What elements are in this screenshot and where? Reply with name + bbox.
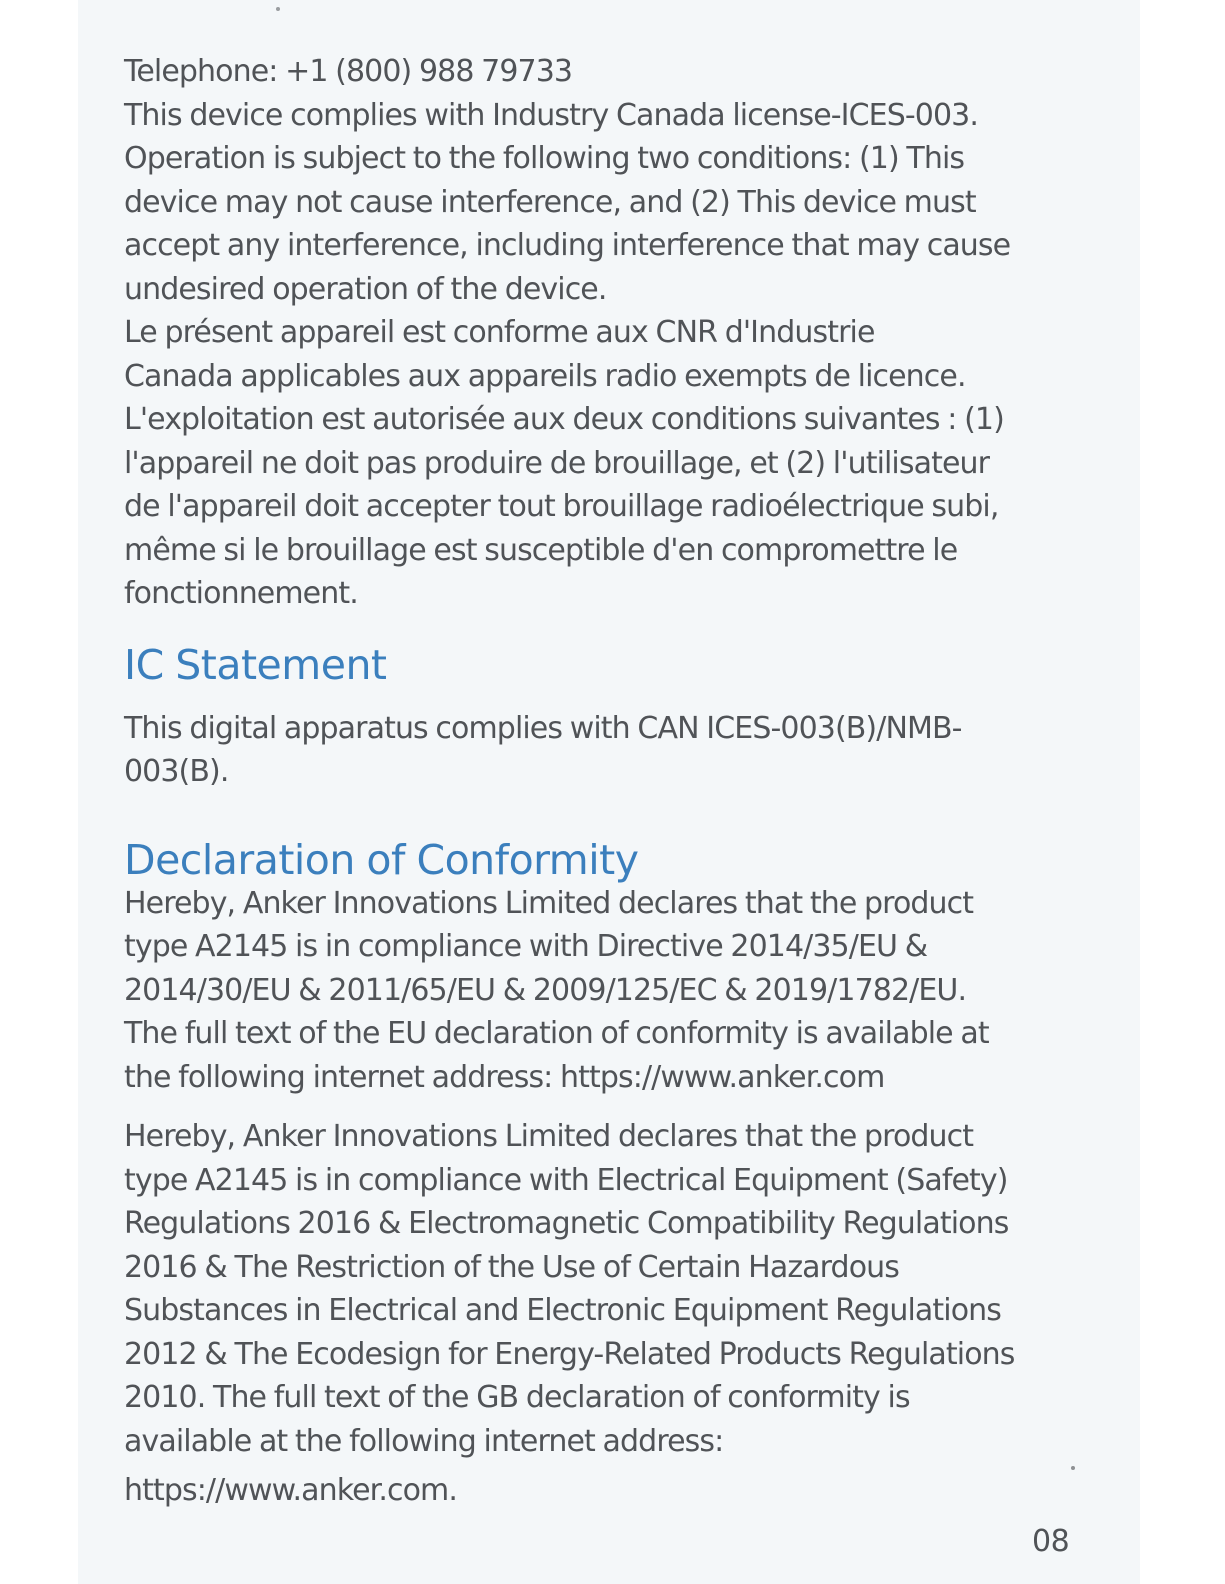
ic-statement-heading: IC Statement xyxy=(124,640,387,689)
gb-declaration-url-paragraph xyxy=(124,1469,1099,1513)
text-line: the following internet address: https://www.anker.com xyxy=(124,1059,885,1095)
text-line: 003(B). xyxy=(124,754,229,789)
text-line: de l'appareil doit accepter tout brouillage radioélectrique subi, xyxy=(124,489,999,524)
text-line: Substances in Electrical and Electronic Equipment Regulations xyxy=(124,1293,1002,1328)
ic-statement-text xyxy=(124,707,1099,794)
text-line: même si le brouillage est susceptible d'en compromettre le xyxy=(124,532,958,568)
page-content xyxy=(124,50,1099,1513)
text-line: undesired operation of the device. xyxy=(124,271,607,307)
text-line: Canada applicables aux appareils radio exempts de licence. xyxy=(124,358,966,394)
text-line: Operation is subject to the following two conditions: (1) This xyxy=(124,141,965,176)
text-line: 2012 & The Ecodesign for Energy-Related Products Regulations xyxy=(124,1336,1015,1372)
eu-declaration-text xyxy=(124,882,1099,1100)
text-line: l'appareil ne doit pas produire de brouillage, et (2) l'utilisateur xyxy=(124,445,990,481)
scan-speck xyxy=(276,7,280,11)
text-line: accept any interference, including interference that may cause xyxy=(124,228,1011,263)
telephone-line: Telephone: +1 (800) 988 79733 xyxy=(124,54,573,89)
page-number: 08 xyxy=(1032,1524,1070,1559)
text-line: 2014/30/EU & 2011/65/EU & 2009/125/EC & 2019/1782/EU. xyxy=(124,972,967,1008)
gb-declaration-url: https://www.anker.com. xyxy=(124,1473,458,1508)
text-line: device may not cause interference, and (2) This device must xyxy=(124,184,976,220)
text-line: Regulations 2016 & Electromagnetic Compatibility Regulations xyxy=(124,1206,1009,1241)
text-line: 2010. The full text of the GB declaration of conformity is xyxy=(124,1380,910,1415)
text-line: This digital apparatus complies with CAN ICES-003(B)/NMB- xyxy=(124,710,962,746)
gb-declaration-text xyxy=(124,1115,1099,1463)
text-line: fonctionnement. xyxy=(124,576,358,611)
text-line: The full text of the EU declaration of conformity is available at xyxy=(124,1016,989,1051)
text-line: Hereby, Anker Innovations Limited declares that the product xyxy=(124,1119,974,1154)
text-line: available at the following internet address: xyxy=(124,1423,724,1459)
text-line: type A2145 is in compliance with Directive 2014/35/EU & xyxy=(124,929,928,964)
canada-compliance-english xyxy=(124,50,1099,311)
text-line: L'exploitation est autorisée aux deux conditions suivantes : (1) xyxy=(124,402,1004,437)
text-line: type A2145 is in compliance with Electrical Equipment (Safety) xyxy=(124,1162,1008,1198)
canada-compliance-french xyxy=(124,311,1099,616)
text-line: Hereby, Anker Innovations Limited declares that the product xyxy=(124,885,974,921)
text-line: 2016 & The Restriction of the Use of Certain Hazardous xyxy=(124,1249,900,1285)
text-line: This device complies with Industry Canada license-ICES-003. xyxy=(124,97,978,133)
declaration-of-conformity-heading: Declaration of Conformity xyxy=(124,835,639,884)
text-line: Le présent appareil est conforme aux CNR d'Industrie xyxy=(124,315,875,350)
